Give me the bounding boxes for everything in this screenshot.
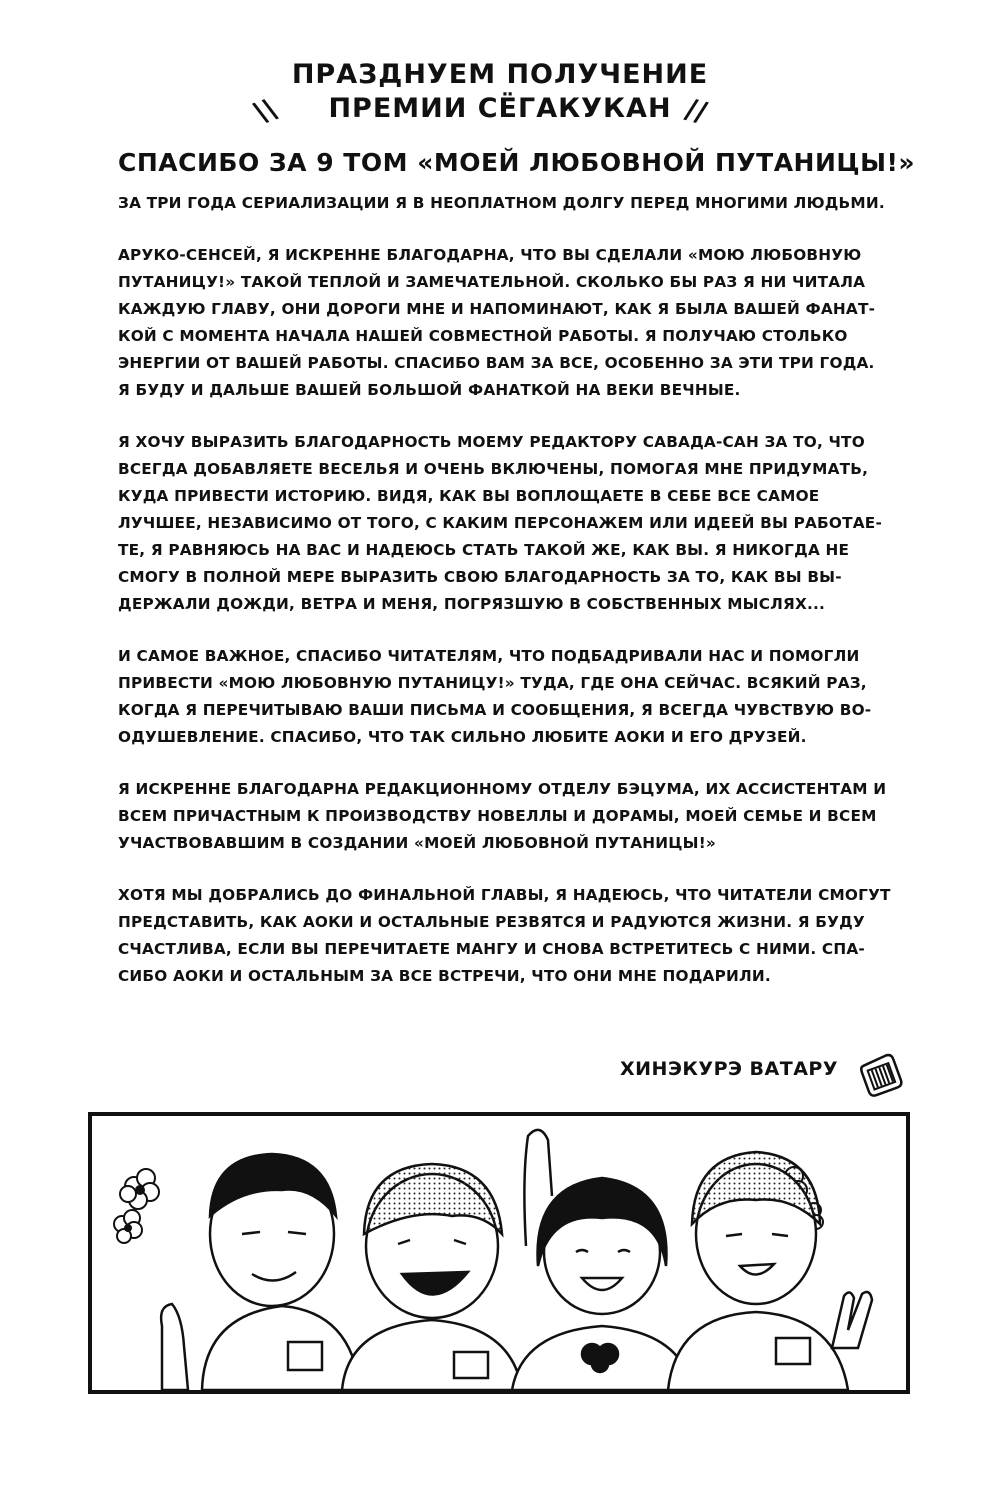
paragraph [118, 190, 894, 217]
text-line: ЗА ТРИ ГОДА СЕРИАЛИЗАЦИИ Я В НЕОПЛАТНОМ ДОЛГУ ПЕРЕД МНОГИМИ ЛЮДЬМИ. [118, 194, 885, 212]
text-line: ЛУЧШЕЕ, НЕЗАВИСИМО ОТ ТОГО, С КАКИМ ПЕРСОНАЖЕМ ИЛИ ИДЕЕЙ ВЫ РАБОТАЕ- [118, 514, 882, 532]
text-line: ДЕРЖАЛИ ДОЖДИ, ВЕТРА И МЕНЯ, ПОГРЯЗШУЮ В СОБСТВЕННЫХ МЫСЛЯХ... [118, 595, 826, 613]
text-line: КОГДА Я ПЕРЕЧИТЫВАЮ ВАШИ ПИСЬМА И СООБЩЕНИЯ, Я ВСЕГДА ЧУВСТВУЮ ВО- [118, 701, 872, 719]
illustration-panel [88, 1112, 910, 1394]
text-line: СЧАСТЛИВА, ЕСЛИ ВЫ ПЕРЕЧИТАЕТЕ МАНГУ И СНОВА ВСТРЕТИТЕСЬ С НИМИ. СПА- [118, 940, 865, 958]
text-line: ВСЕМ ПРИЧАСТНЫМ К ПРОИЗВОДСТВУ НОВЕЛЛЫ И ДОРАМЫ, МОЕЙ СЕМЬЕ И ВСЕМ [118, 807, 877, 825]
header [0, 58, 1000, 126]
body-text [118, 190, 894, 1015]
four-characters-illustration [92, 1116, 906, 1390]
text-line: КУДА ПРИВЕСТИ ИСТОРИЮ. ВИДЯ, КАК ВЫ ВОПЛОЩАЕТЕ В СЕБЕ ВСЕ САМОЕ [118, 487, 820, 505]
character-4 [668, 1152, 872, 1390]
text-line: ТЕ, Я РАВНЯЮСЬ НА ВАС И НАДЕЮСЬ СТАТЬ ТАКОЙ ЖЕ, КАК ВЫ. Я НИКОГДА НЕ [118, 541, 850, 559]
text-line: ОДУШЕВЛЕНИЕ. СПАСИБО, ЧТО ТАК СИЛЬНО ЛЮБИТЕ АОКИ И ЕГО ДРУЗЕЙ. [118, 728, 807, 746]
text-line: АРУКО-СЕНСЕЙ, Я ИСКРЕННЕ БЛАГОДАРНА, ЧТО ВЫ СДЕЛАЛИ «МОЮ ЛЮБОВНУЮ [118, 246, 862, 264]
text-line: СИБО АОКИ И ОСТАЛЬНЫМ ЗА ВСЕ ВСТРЕЧИ, ЧТО ОНИ МНЕ ПОДАРИЛИ. [118, 967, 771, 985]
text-line: ПРИВЕСТИ «МОЮ ЛЮБОВНУЮ ПУТАНИЦУ!» ТУДА, ГДЕ ОНА СЕЙЧАС. ВСЯКИЙ РАЗ, [118, 674, 867, 692]
header-line-2: ПРЕМИИ СЁГАКУКАН [328, 93, 672, 124]
pencil-sharpener-icon [858, 1052, 906, 1102]
text-line: Я ИСКРЕННЕ БЛАГОДАРНА РЕДАКЦИОННОМУ ОТДЕЛУ БЭЦУМА, ИХ АССИСТЕНТАМ И [118, 780, 887, 798]
text-line: КАЖДУЮ ГЛАВУ, ОНИ ДОРОГИ МНЕ И НАПОМИНАЮТ, КАК Я БЫЛА ВАШЕЙ ФАНАТ- [118, 300, 876, 318]
text-line: И САМОЕ ВАЖНОЕ, СПАСИБО ЧИТАТЕЛЯМ, ЧТО ПОДБАДРИВАЛИ НАС И ПОМОГЛИ [118, 647, 860, 665]
deco-mark-left: \\ [249, 91, 281, 130]
paragraph [118, 882, 894, 990]
text-line: ЭНЕРГИИ ОТ ВАШЕЙ РАБОТЫ. СПАСИБО ВАМ ЗА ВСЕ, ОСОБЕННО ЗА ЭТИ ТРИ ГОДА. [118, 354, 875, 372]
flower-icon [114, 1169, 159, 1243]
paragraph [118, 429, 894, 618]
text-line: СМОГУ В ПОЛНОЙ МЕРЕ ВЫРАЗИТЬ СВОЮ БЛАГОДАРНОСТЬ ЗА ТО, КАК ВЫ ВЫ- [118, 568, 842, 586]
character-2 [342, 1130, 552, 1390]
text-line: ВСЕГДА ДОБАВЛЯЕТЕ ВЕСЕЛЬЯ И ОЧЕНЬ ВКЛЮЧЕНЫ, ПОМОГАЯ МНЕ ПРИДУМАТЬ, [118, 460, 869, 478]
paragraph [118, 776, 894, 857]
text-line: Я БУДУ И ДАЛЬШЕ ВАШЕЙ БОЛЬШОЙ ФАНАТКОЙ НА ВЕКИ ВЕЧНЫЕ. [118, 381, 741, 399]
text-line: ПРЕДСТАВИТЬ, КАК АОКИ И ОСТАЛЬНЫЕ РЕЗВЯТСЯ И РАДУЮТСЯ ЖИЗНИ. Я БУДУ [118, 913, 865, 931]
text-line: ПУТАНИЦУ!» ТАКОЙ ТЕПЛОЙ И ЗАМЕЧАТЕЛЬНОЙ. СКОЛЬКО БЫ РАЗ Я НИ ЧИТАЛА [118, 273, 866, 291]
paragraph [118, 643, 894, 751]
paragraph [118, 242, 894, 404]
text-line: КОЙ С МОМЕНТА НАЧАЛА НАШЕЙ СОВМЕСТНОЙ РАБОТЫ. Я ПОЛУЧАЮ СТОЛЬКО [118, 327, 848, 345]
text-line: УЧАСТВОВАВШИМ В СОЗДАНИИ «МОЕЙ ЛЮБОВНОЙ ПУТАНИЦЫ!» [118, 834, 716, 852]
page-title: СПАСИБО ЗА 9 ТОМ «МОЕЙ ЛЮБОВНОЙ ПУТАНИЦЫ!» [118, 148, 916, 177]
deco-mark-right: // [682, 91, 711, 130]
text-line: Я ХОЧУ ВЫРАЗИТЬ БЛАГОДАРНОСТЬ МОЕМУ РЕДАКТОРУ САВАДА-САН ЗА ТО, ЧТО [118, 433, 865, 451]
character-1 [161, 1154, 360, 1390]
text-line: ХОТЯ МЫ ДОБРАЛИСЬ ДО ФИНАЛЬНОЙ ГЛАВЫ, Я НАДЕЮСЬ, ЧТО ЧИТАТЕЛИ СМОГУТ [118, 886, 891, 904]
header-line-1: ПРАЗДНУЕМ ПОЛУЧЕНИЕ [291, 59, 709, 90]
author-signature: ХИНЭКУРЭ ВАТАРУ [620, 1058, 838, 1080]
